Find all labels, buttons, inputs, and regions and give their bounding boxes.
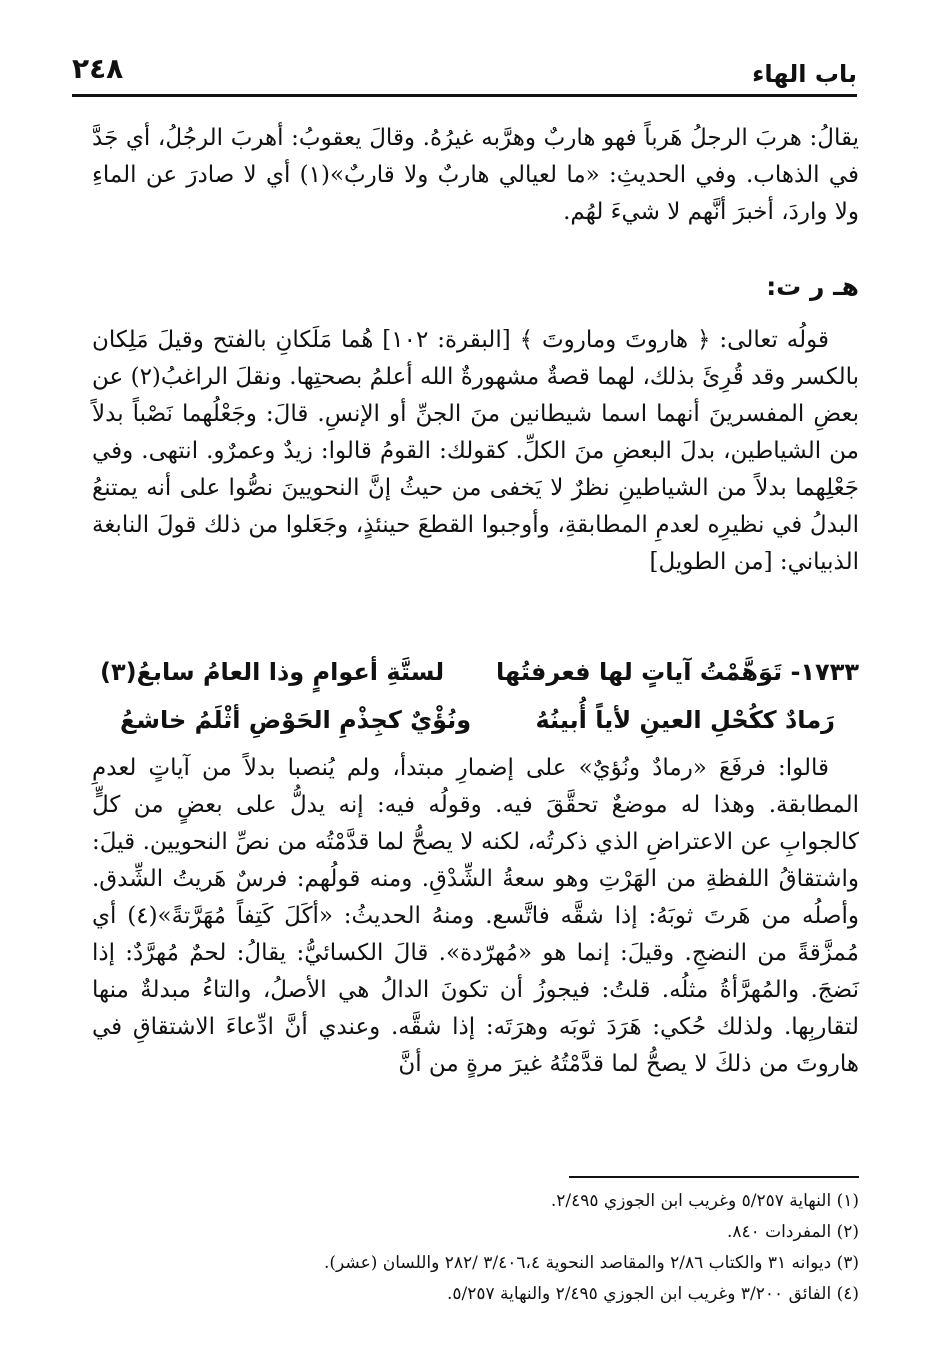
header-rule xyxy=(72,94,857,97)
running-header xyxy=(72,48,857,92)
paragraph-2-text: قولُه تعالى: ﴿ هاروتَ وماروتَ ﴾ [البقرة: ١٠٢] هُما مَلَكانِ بالفتح وقيلَ مَلِكان بالكسر وقد قُرِئَ بذلك، لهما قصةٌ مشهورةٌ الله أعلمُ بصحتِها. ونقلَ الراغبُ(٢) عن بعضِ المفسرينَ أنهما اسما شيطانين منَ الجنِّ أو الإنسِ. قالَ: وجَعْلُهما نَصْباً بدلاً من الشياطين، بدلَ البعضِ منَ الكلِّ. كقولك: القومُ قالوا: زيدٌ وعمرٌو. انتهى. وفي جَعْلِهما بدلاً من الشياطينِ نظرٌ لا يَخفى من حيثُ إنَّ النحويينَ نصُّوا على أنه يمتنعُ البدلُ في نظيرِه لعدمِ المطابقةِ، وأوجبوا القطعَ حينئذٍ، وجَعَلوا من ذلك قولَ النابغة الذبياني: [من الطويل] xyxy=(92,327,859,575)
verse-line-1 xyxy=(100,654,859,698)
verse-line-1-second-hemistich: لستَّةِ أعوامٍ وذا العامُ سابعُ(٣) xyxy=(100,658,445,686)
footnote-4: (٤) الفائق ٣/٢٠٠ وغريب ابن الجوزي ٢/٤٩٥ والنهاية ٥/٢٥٧. xyxy=(446,1284,859,1304)
verse-line-2 xyxy=(100,702,859,746)
verse-line-1-first-hemistich: ١٧٣٣- تَوَهَّمْتُ آياتٍ لها فعرفتُها xyxy=(496,658,859,686)
page-number: ٢٤٨ xyxy=(72,52,124,85)
paragraph-1: يقالُ: هربَ الرجلُ هَرباً فهو هاربٌ وهرَّبه غيرُهُ. وقالَ يعقوبُ: أهربَ الرجُلُ، أي جَدَّ في الذهاب. وفي الحديثِ: «ما لعيالي هاربٌ ولا قاربٌ»(١) أي لا صادرَ عن الماءِ ولا واردَ، أخبرَ أنَّهم لا شيءَ لهُم. xyxy=(92,125,859,225)
footnote-2: (٢) المفردات ٨٤٠. xyxy=(726,1222,859,1242)
section-heading: هـ ر ت: xyxy=(766,272,859,301)
chapter-title: باب الهاء xyxy=(752,60,857,88)
paragraph-3 xyxy=(92,750,859,1083)
verse-line-2-second-hemistich: ونُؤْيٌ كجِذْمِ الحَوْضِ أثْلَمُ خاشعُ xyxy=(120,706,472,734)
footnote-1: (١) النهاية ٥/٢٥٧ وغريب ابن الجوزي ٢/٤٩٥. xyxy=(550,1191,859,1211)
footnote-3: (٣) ديوانه ٣١ والكتاب ٢/٨٦ والمقاصد النحوية ٣/٤٠٦،٤ /٢٨٢ واللسان (عشر). xyxy=(324,1253,859,1273)
footnote-rule xyxy=(569,1176,859,1178)
paragraph-2 xyxy=(92,322,859,581)
paragraph-3-text: قالوا: فرفَعَ «رمادٌ ونُؤيٌ» على إضمارِ مبتدأ، ولم يُنصبا بدلاً من آياتٍ لعدمِ المطابقة. وهذا له موضعٌ تحقَّقَ فيه. وقولُه فيه: إنه يدلُّ على بعضٍ من كلٍّ كالجوابِ عن الاعتراضِ الذي ذكرتُه، لكنه لا يصحُّ لما قدَّمْتُه من نصِّ النحويين. قيلَ: واشتقاقُ اللفظةِ من الهَرْتِ وهو سعةُ الشِّدْقِ. ومنه قولُهم: فرسٌ هَريتُ الشِّدق. وأصلُه من هَرتَ ثوبَهُ: إذا شقَّه فاتَّسع. ومنهُ الحديثُ: «أكَلَ كَتِفاً مُهَرَّتةً»(٤) أي مُمزَّقةً من النضجِ. وقيلَ: إنما هو «مُهرّدة». قالَ الكسائيُّ: يقالُ: لحمٌ مُهرَّدٌ: إذا نَضجَ. والمُهرَّأةُ مثلُه. قلتُ: فيجوزُ أن تكونَ الدالُ هي الأصلُ، والتاءُ مبدلةٌ منها لتقاربِها. ولذلك حُكي: هَرَدَ ثوبَه وهرَتَه: إذا شقَّه. وعندي أنَّ ادِّعاءَ الاشتقاقِ في هاروتَ من ذلكَ لا يصحُّ لما قدَّمْتُهُ غيرَ مرةٍ من أنَّ xyxy=(92,755,859,1077)
verse-line-2-first-hemistich: رَمادٌ ككُحْلِ العينِ لأياً أُبينُهُ xyxy=(535,706,835,734)
footnotes xyxy=(200,1186,859,1310)
